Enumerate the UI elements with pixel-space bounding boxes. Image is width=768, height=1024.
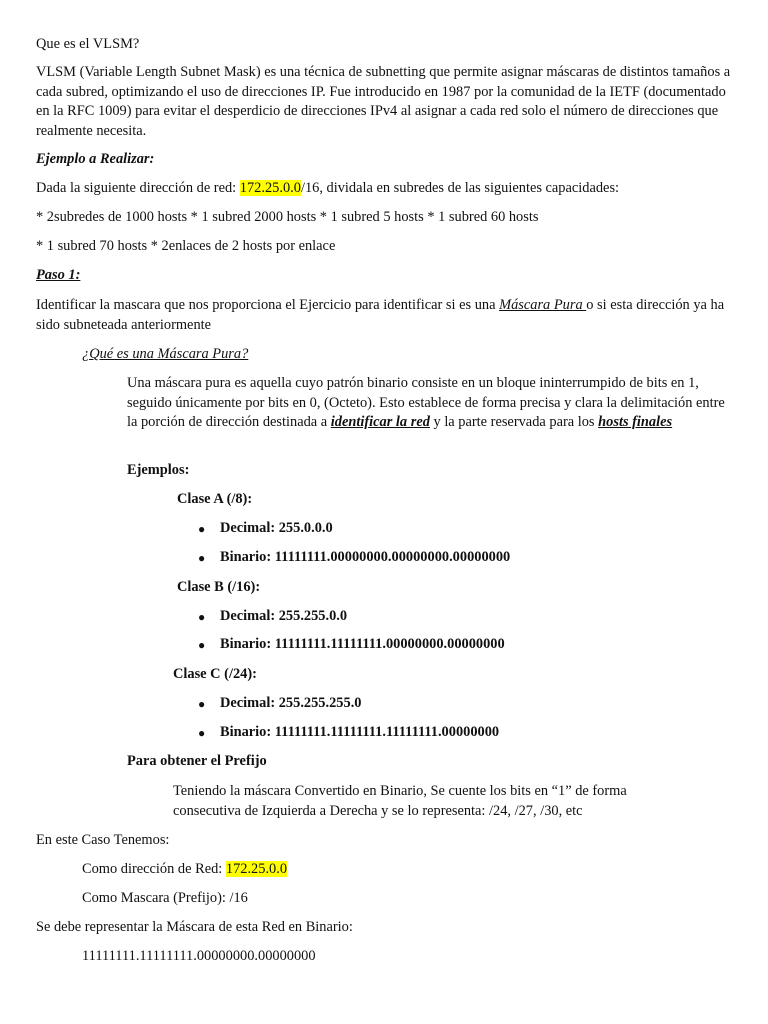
class-a-decimal: Decimal: 255.0.0.0 [220, 520, 333, 536]
definition-text-1: Una máscara pura es aquella cuyo patrón binario consiste en un bloque ininterrumpido de bits en 1, seguido únicamente por bits en 0, (Octeto). Esto establece de forma precisa y clara la delimitación entre la porción de dirección destinada a [127, 375, 725, 430]
binary-heading: Se debe representar la Máscara de esta Red en Binario: [36, 919, 353, 935]
pure-mask-link[interactable]: Máscara Pura [499, 297, 587, 313]
pure-mask-definition [127, 374, 733, 433]
step1-heading: Paso 1: [36, 267, 81, 283]
prefix-heading: Para obtener el Prefijo [127, 753, 267, 769]
class-a-heading: Clase A (/8): [177, 491, 253, 507]
given-prefix-text: Dada la siguiente dirección de red: [36, 180, 240, 196]
step1-paragraph [36, 296, 733, 335]
network-label: Como dirección de Red: [82, 861, 226, 877]
examples-heading: Ejemplos: [127, 462, 190, 478]
intro-paragraph: VLSM (Variable Length Subnet Mask) es una técnica de subnetting que permite asignar máscaras de distintos tamaños a cada subred, optimizando el uso de direcciones IP. Fue introducido en 1987 por la comunidad de la IETF (documentado en la RFC 1009) para evitar el desperdicio de direcciones IPv4 al asignar a cada red solo el número de direcciones que realmente necesita. [36, 64, 731, 139]
example-heading: Ejemplo a Realizar: [36, 151, 155, 167]
bullet-icon: ● [198, 726, 206, 740]
term-hosts-finales: hosts finales [598, 414, 673, 430]
definition-text-2: y la parte reservada para los [429, 414, 599, 430]
given-network-line [36, 179, 746, 199]
case-heading: En este Caso Tenemos: [36, 832, 170, 848]
pure-mask-question: ¿Qué es una Máscara Pura? [82, 346, 249, 362]
prefix-explanation: Teniendo la máscara Convertido en Binario, Se cuente los bits en “1” de forma consecutiva de Izquierda a Derecha y se lo representa: /24, /27, /30, etc [173, 783, 627, 819]
bullet-icon: ● [198, 522, 206, 536]
given-suffix-text: /16, dividala en subredes de las siguientes capacidades: [300, 180, 620, 196]
class-c-decimal: Decimal: 255.255.255.0 [220, 695, 362, 711]
network-ip-highlight: 172.25.0.0 [225, 861, 288, 877]
class-c-heading: Clase C (/24): [173, 666, 257, 682]
page-title: Que es el VLSM? [36, 36, 140, 52]
bullet-icon: ● [198, 551, 206, 565]
given-ip-highlight: 172.25.0.0 [239, 180, 301, 196]
step1-text-after: o si esta dirección ya ha sido subneteada anteriormente [36, 297, 725, 333]
term-identificar-red: identificar la red [330, 414, 430, 430]
binary-mask-value: 11111111.11111111.00000000.00000000 [82, 948, 316, 964]
network-line [82, 860, 287, 880]
bullet-icon: ● [198, 697, 206, 711]
requirements-line-1: * 2subredes de 1000 hosts * 1 subred 2000 hosts * 1 subred 5 hosts * 1 subred 60 hosts [36, 209, 539, 225]
step1-text-before: Identificar la mascara que nos proporciona el Ejercicio para identificar si es una [36, 297, 500, 313]
class-b-heading: Clase B (/16): [177, 579, 261, 595]
mask-prefix-line: Como Mascara (Prefijo): /16 [82, 890, 248, 906]
class-a-binary: Binario: 11111111.00000000.00000000.00000000 [220, 549, 511, 565]
bullet-icon: ● [198, 638, 206, 652]
class-c-binary: Binario: 11111111.11111111.11111111.00000000 [220, 724, 500, 740]
bullet-icon: ● [198, 610, 206, 624]
class-b-decimal: Decimal: 255.255.0.0 [220, 608, 348, 624]
class-b-binary: Binario: 11111111.11111111.00000000.00000000 [220, 636, 505, 652]
requirements-line-2: * 1 subred 70 hosts * 2enlaces de 2 hosts por enlace [36, 238, 336, 254]
